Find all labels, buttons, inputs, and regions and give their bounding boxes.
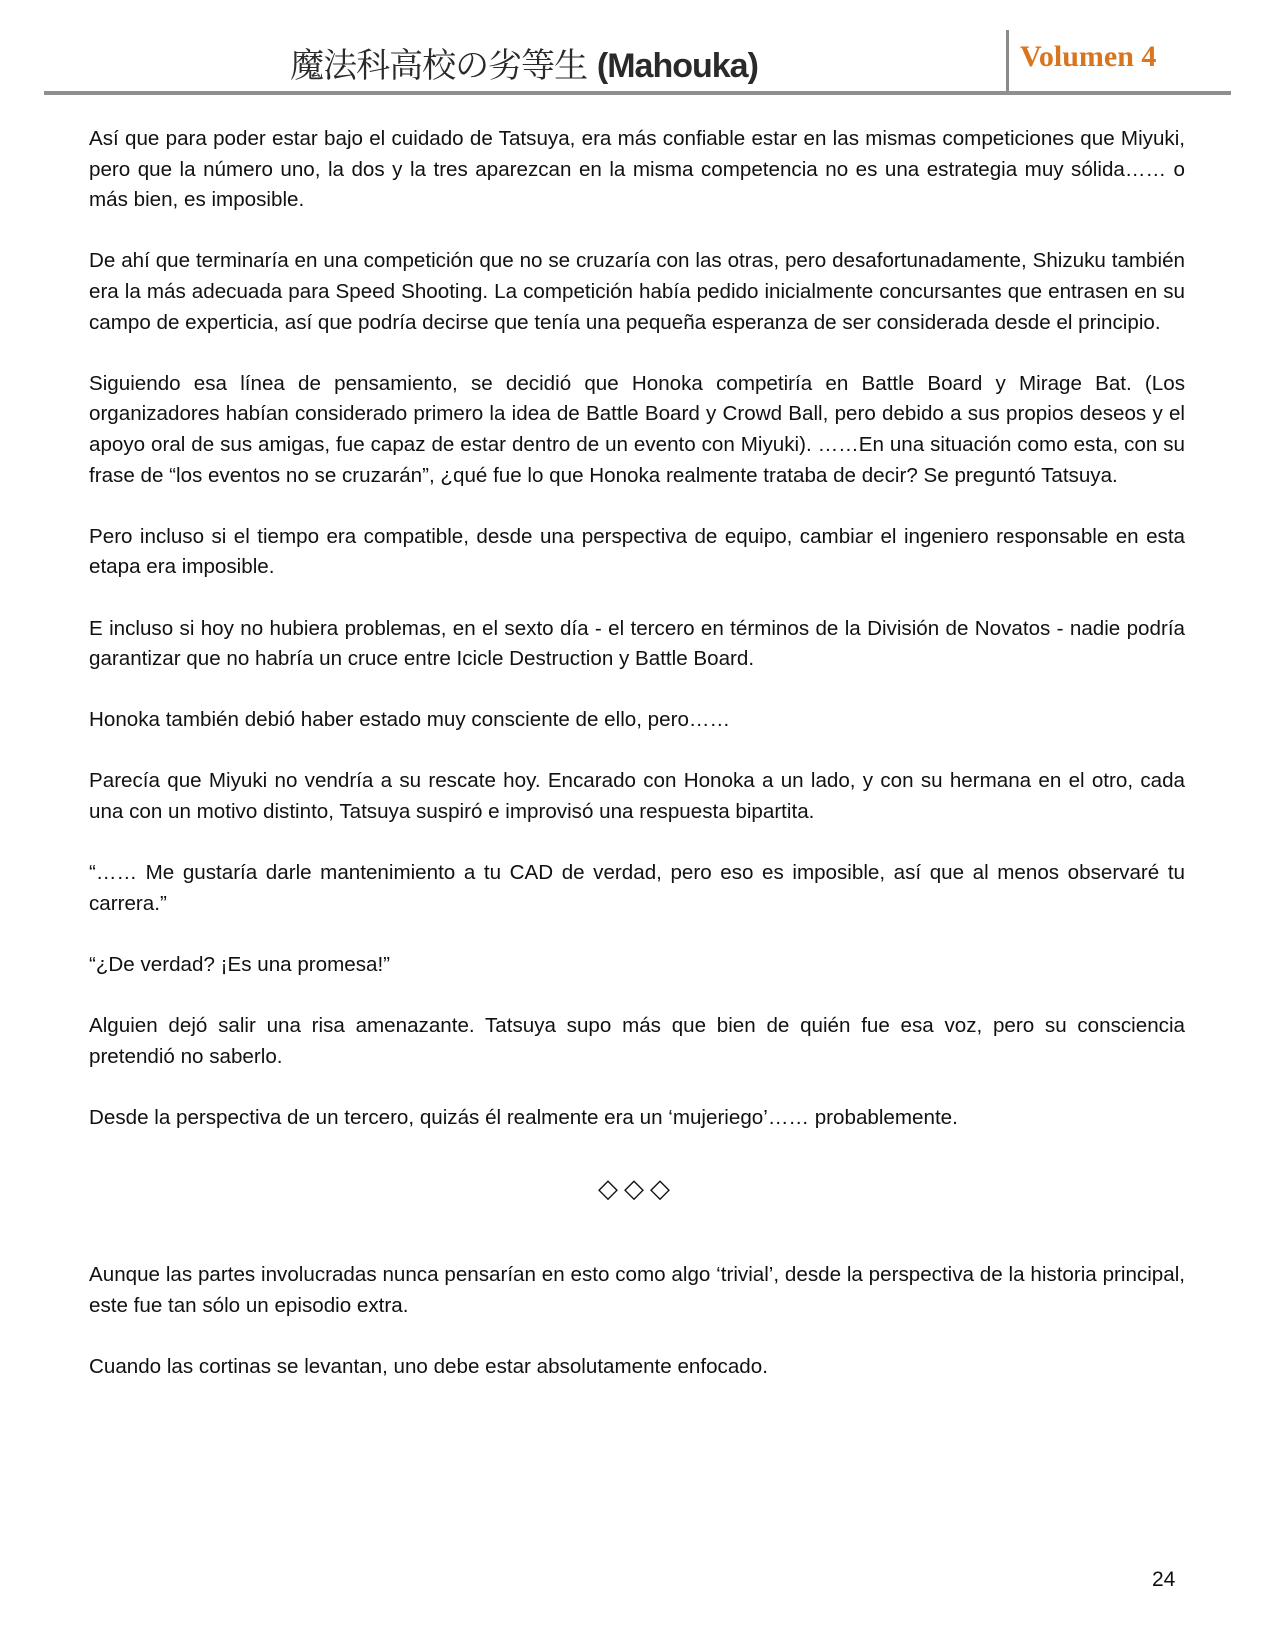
book-title-japanese: 魔法科高校の劣等生 [290, 46, 588, 86]
paragraph: Aunque las partes involucradas nunca pensarían en esto como algo ‘trivial’, desde la perspectiva de la historia principal, este fue tan sólo un episodio extra. [89, 1263, 1185, 1317]
volume-label: Volumen 4 [1020, 40, 1157, 73]
paragraph: Cuando las cortinas se levantan, uno debe estar absolutamente enfocado. [89, 1354, 768, 1378]
header-divider [1006, 30, 1009, 94]
scene-break-diamonds-icon: ◇◇◇ [598, 1173, 676, 1204]
book-title [44, 38, 1004, 87]
paragraph: De ahí que terminaría en una competición que no se cruzaría con las otras, pero desafortunadamente, Shizuku también era la más adecuada para Speed Shooting. La competición había pedido inicialmente concursantes que entrasen en su campo de experticia, así que podría decirse que tenía una pequeña esperanza de ser considerada desde el principio. [89, 249, 1185, 334]
paragraph: Honoka también debió haber estado muy consciente de ello, pero…… [89, 708, 731, 732]
page-body [89, 124, 1185, 1413]
page-header [44, 28, 1231, 94]
paragraph: Parecía que Miyuki no vendría a su rescate hoy. Encarado con Honoka a un lado, y con su hermana en el otro, cada una con un motivo distinto, Tatsuya suspiró e improvisó una respuesta bipartita. [89, 769, 1185, 824]
header-rule [44, 91, 1231, 95]
paragraph: “…… Me gustaría darle mantenimiento a tu CAD de verdad, pero eso es imposible, así que al menos observaré tu carrera.” [89, 861, 1185, 915]
paragraph: Siguiendo esa línea de pensamiento, se decidió que Honoka competiría en Battle Board y Mirage Bat. (Los organizadores habían considerado primero la idea de Battle Board y Crowd Ball, pero debido a sus propios deseos y el apoyo oral de sus amigas, fue capaz de estar dentro de un evento con Miyuki). ……En una situación como esta, con su frase de “los eventos no se cruzarán”, ¿qué fue lo que Honoka realmente trataba de decir? Se preguntó Tatsuya. [89, 371, 1185, 487]
book-title-latin: (Mahouka) [596, 47, 758, 85]
paragraph: Desde la perspectiva de un tercero, quizás él realmente era un ‘mujeriego’…… probablemente. [89, 1106, 958, 1129]
paragraph: Alguien dejó salir una risa amenazante. Tatsuya supo más que bien de quién fue esa voz, pero su consciencia pretendió no saberlo. [89, 1014, 1185, 1068]
page-number: 24 [1152, 1568, 1176, 1591]
paragraph: E incluso si hoy no hubiera problemas, en el sexto día - el tercero en términos de la División de Novatos - nadie podría garantizar que no habría un cruce entre Icicle Destruction y Battle Board. [89, 616, 1185, 671]
paragraph: Pero incluso si el tiempo era compatible, desde una perspectiva de equipo, cambiar el ingeniero responsable en esta etapa era imposible. [89, 524, 1185, 579]
paragraph: Así que para poder estar bajo el cuidado de Tatsuya, era más confiable estar en las mismas competiciones que Miyuki, pero que la número uno, la dos y la tres aparezcan en la misma competencia no es una estrategia muy sólida…… o más bien, es imposible. [89, 127, 1185, 212]
paragraph: “¿De verdad? ¡Es una promesa!” [89, 953, 391, 977]
